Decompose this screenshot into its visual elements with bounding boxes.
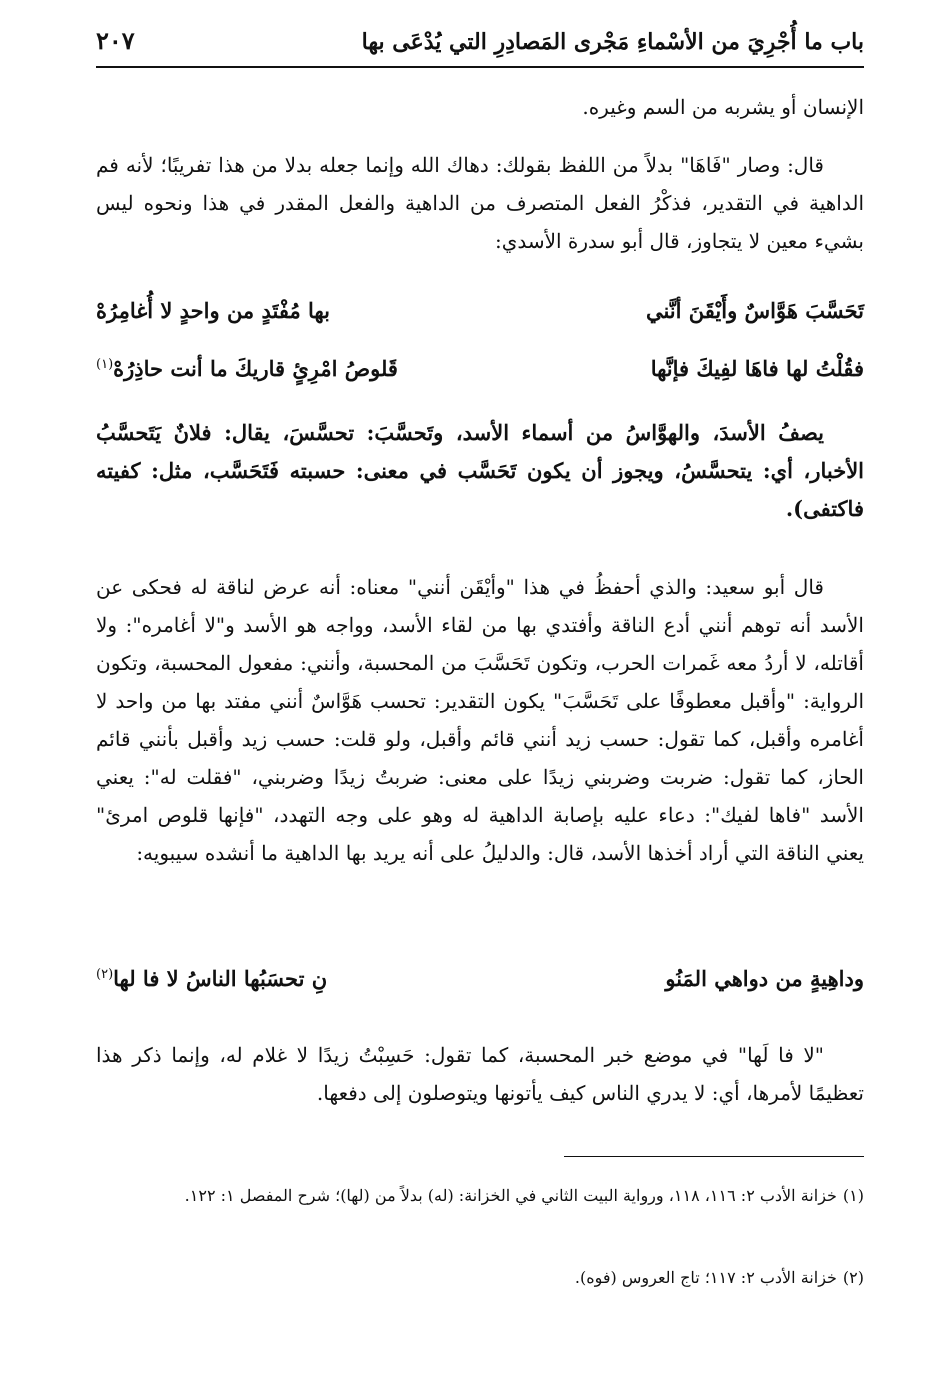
verse-3-first-hemistich: وداهِيةٍ من دواهي المَنُو xyxy=(665,966,864,991)
header-rule xyxy=(96,66,864,68)
verse-3-second-text: نِ تحسَبُها الناسُ لا فا لها xyxy=(113,966,328,991)
footnote-separator xyxy=(564,1156,864,1157)
paragraph-continuation: الإنسان أو يشربه من السم وغيره. xyxy=(582,95,864,119)
book-page xyxy=(96,0,864,1393)
footnote-ref-2: (٢) xyxy=(96,967,114,982)
paragraph-la-fa-laha: "لا فا لَها" في موضع خبر المحسبة، كما تقول: حَسِبْتُ زيدًا لا غلام له، وإنما ذكر هذا تعظيمًا لأمرها، أي: لا يدري الناس كيف يأتونها ويتوصلون إلى دفعها. xyxy=(96,1043,864,1105)
verse-2-second-text: قَلوصُ امْرِئٍ قاريكَ ما أنت حاذِرُهْ xyxy=(113,356,398,381)
verse-line-2 xyxy=(96,356,864,396)
footnote-1-text: خزانة الأدب ٢: ١١٦، ١١٨، ورواية البيت الثاني في الخزانة: (له) بدلاً من (لها)؛ شرح المفصل ١: ١٢٢. xyxy=(184,1186,837,1205)
footnote-1-number: (١) xyxy=(842,1186,864,1205)
paragraph-commentary: يصفُ الأسدَ، والهوَّاسُ من أسماء الأسد، وتَحسَّبَ: تحسَّسَ، يقال: فلانٌ يَتَحسَّبُ الأخبار، أي: يتحسَّسُ، ويجوز أن يكون تَحَسَّب في معنى: حسبته فَتَحَسَّب، مثل: كفيته فاكتفى). xyxy=(96,420,864,521)
chapter-title: باب ما أُجْرِيَ من الأسْماءِ مَجْرى المَصادِرِ التي يُدْعَى بها xyxy=(361,29,864,55)
verse-1-second-hemistich: بها مُفْتَدٍ من واحدٍ لا أُغامِرُهْ xyxy=(96,298,330,323)
verse-line-3 xyxy=(96,966,864,1006)
paragraph-abu-said: قال أبو سعيد: والذي أحفظُ في هذا "وأيْقَن أنني" معناه: أنه عرض لناقة له فحكى عن الأسد أنه توهم أنني أدع الناقة وأفتدي بها من لقاء الأسد، وواجه هو الأسد و"لا أغامره": ولا أقاتله، لا أردُ معه غَمرات الحرب، وتكون تَحَسَّبَ من المحسبة، وأنني: مفعول المحسبة، وتكون الرواية: "وأقبل معطوفًا على تَحَسَّبَ" يكون التقدير: تحسب هَوَّاسٌ أنني مفتد بها من واحد لا أغامره وأقبل، كما تقول: حسب زيد أنني قائم وأقبل، ولو قلت: حسب زيد وأقبل بأنني قائم الحاز، كما تقول: ضربت وضربني زيدًا على معنى: ضربتُ زيدًا وضربني، "فقلت له": يعني الأسد "فاها لفيك": دعاء عليه بإصابة الداهية له وهو على وجه التهدد، "فإنها قلوص امرئ" يعني الناقة التي أراد أخذها الأسد، قال: والدليلُ على أنه يريد بها الداهية ما أنشده سيبويه: xyxy=(96,575,864,865)
footnote-1 xyxy=(96,1180,864,1212)
verse-3-second-hemistich xyxy=(96,966,446,991)
verse-line-1 xyxy=(96,298,864,338)
verse-2-first-hemistich: فقُلْتُ لها فاهَا لفِيكَ فإنَّها xyxy=(650,356,864,381)
footnote-2-text: خزانة الأدب ٢: ١١٧؛ تاج العروس (فوه). xyxy=(574,1268,837,1287)
running-header xyxy=(96,26,864,66)
verse-2-second-hemistich xyxy=(96,356,446,381)
footnote-2 xyxy=(96,1262,864,1294)
page-number: ٢٠٧ xyxy=(96,26,135,55)
paragraph-qala: قال: وصار "فَاهَا" بدلاً من اللفظ بقولك: دهاك الله وإنما جعله بدلا من هذا تفريبًا؛ لأنه فم الداهية في التقدير، فذكْرُ الفعل المتصرف من الداهية والفعل المقدر في هذا ونحوه ليس بشيء معين لا يتجاوز، قال أبو سدرة الأسدي: xyxy=(96,153,864,253)
verse-1-first-hemistich: تَحَسَّبَ هَوَّاسٌ وأَيْقَنَ أنَّني xyxy=(645,298,864,323)
footnote-2-number: (٢) xyxy=(842,1268,864,1287)
footnote-ref-1: (١) xyxy=(96,357,114,372)
